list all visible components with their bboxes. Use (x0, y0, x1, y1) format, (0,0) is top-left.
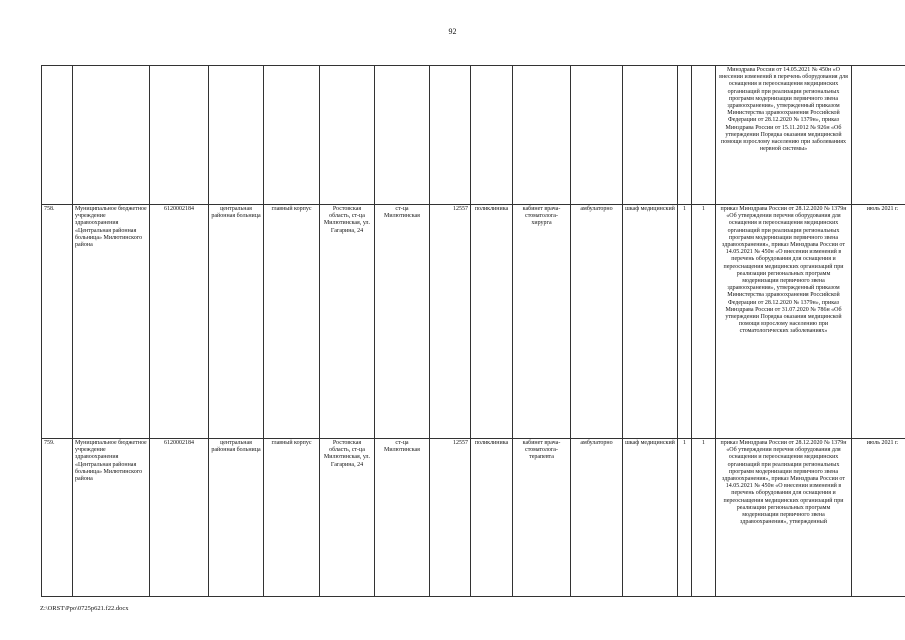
code-cell: 12557 (430, 439, 471, 597)
building-cell: главный корпус (264, 205, 320, 439)
room-cell: кабинет врача-стоматолога-хирурга (513, 205, 571, 439)
institution-name: Муниципальное бюджетное учреждение здравоохранения «Центральная районная больница» Милютинского района (73, 439, 150, 597)
qty1-cell: 1 (678, 439, 692, 597)
inn-cell: 6120002184 (150, 205, 209, 439)
org-type-cell: центральная районная больница (209, 205, 264, 439)
equipment-cell: шкаф медицинский (623, 439, 678, 597)
footer-file-path: Z:\ORST\Ppo\0725p621.f22.docx (40, 605, 129, 612)
page-number: 92 (448, 27, 457, 36)
locality-cell: ст-ца Милютинская (375, 439, 430, 597)
table-row (42, 66, 905, 205)
unit-cell: поликлиника (471, 205, 513, 439)
code-cell: 12557 (430, 205, 471, 439)
qty1-cell: 1 (678, 205, 692, 439)
care-type-cell: амбулаторно (571, 439, 623, 597)
address-cell: Ростовская область, ст-ца Милютинская, ул. Гагарина, 24 (320, 439, 375, 597)
locality-cell: ст-ца Милютинская (375, 205, 430, 439)
qty2-cell: 1 (692, 205, 716, 439)
date-cell: июль 2021 г. (852, 205, 905, 439)
institution-name: Муниципальное бюджетное учреждение здравоохранения «Центральная районная больница» Милютинского района (73, 205, 150, 439)
basis-cell: приказ Минздрава России от 28.12.2020 № 1379н «Об утверждении перечня оборудования для оснащения и переоснащения медицинских организаций при реализации региональных программ модернизации первичного звена здравоохранения», приказ Минздрава России от 14.05.2021 № 450н «О внесении изменений в перечень оборудования для оснащения и переоснащения медицинских организаций при реализации региональных программ модернизации первичного звена здравоохранения», утвержденный приказом Министерства здравоохранения Российской Федерации от 28.12.2020 № 1379н», приказ Минздрава России от 31.07.2020 № 786н «Об утверждении Порядка оказания медицинской помощи взрослому населению при стоматологических заболеваниях» (716, 205, 852, 439)
table-row (42, 439, 905, 597)
inn-cell: 6120002184 (150, 439, 209, 597)
date-cell: июль 2021 г. (852, 439, 905, 597)
address-cell: Ростовская область, ст-ца Милютинская, ул. Гагарина, 24 (320, 205, 375, 439)
qty2-cell: 1 (692, 439, 716, 597)
room-cell: кабинет врача-стоматолога-терапевта (513, 439, 571, 597)
basis-cell: приказ Минздрава России от 28.12.2020 № 1379н «Об утверждении перечня оборудования для оснащения и переоснащения медицинских организаций при реализации региональных программ модернизации первичного звена здравоохранения», приказ Минздрава России от 14.05.2021 № 450н «О внесении изменений в перечень оборудования для оснащения и переоснащения медицинских организаций при реализации региональных программ модернизации первичного звена здравоохранения», утвержденный (716, 439, 852, 597)
row-number: 758. (42, 205, 73, 439)
unit-cell: поликлиника (471, 439, 513, 597)
row-number: 759. (42, 439, 73, 597)
org-type-cell: центральная районная больница (209, 439, 264, 597)
table-row (42, 205, 905, 439)
care-type-cell: амбулаторно (571, 205, 623, 439)
building-cell: главный корпус (264, 439, 320, 597)
equipment-cell: шкаф медицинский (623, 205, 678, 439)
basis-cell: Минздрава России от 14.05.2021 № 450н «О внесении изменений в перечень оборудования для оснащения и переоснащения медицинских организаций при реализации региональных программ модернизации первичного звена здравоохранения», утвержденный приказом Министерства здравоохранения Российской Федерации от 28.12.2020 № 1379н», приказ Минздрава России от 15.11.2012 № 926н «Об утверждении Порядка оказания медицинской помощи взрослому населению при заболеваниях нервной системы» (716, 66, 852, 205)
equipment-table (41, 65, 905, 597)
